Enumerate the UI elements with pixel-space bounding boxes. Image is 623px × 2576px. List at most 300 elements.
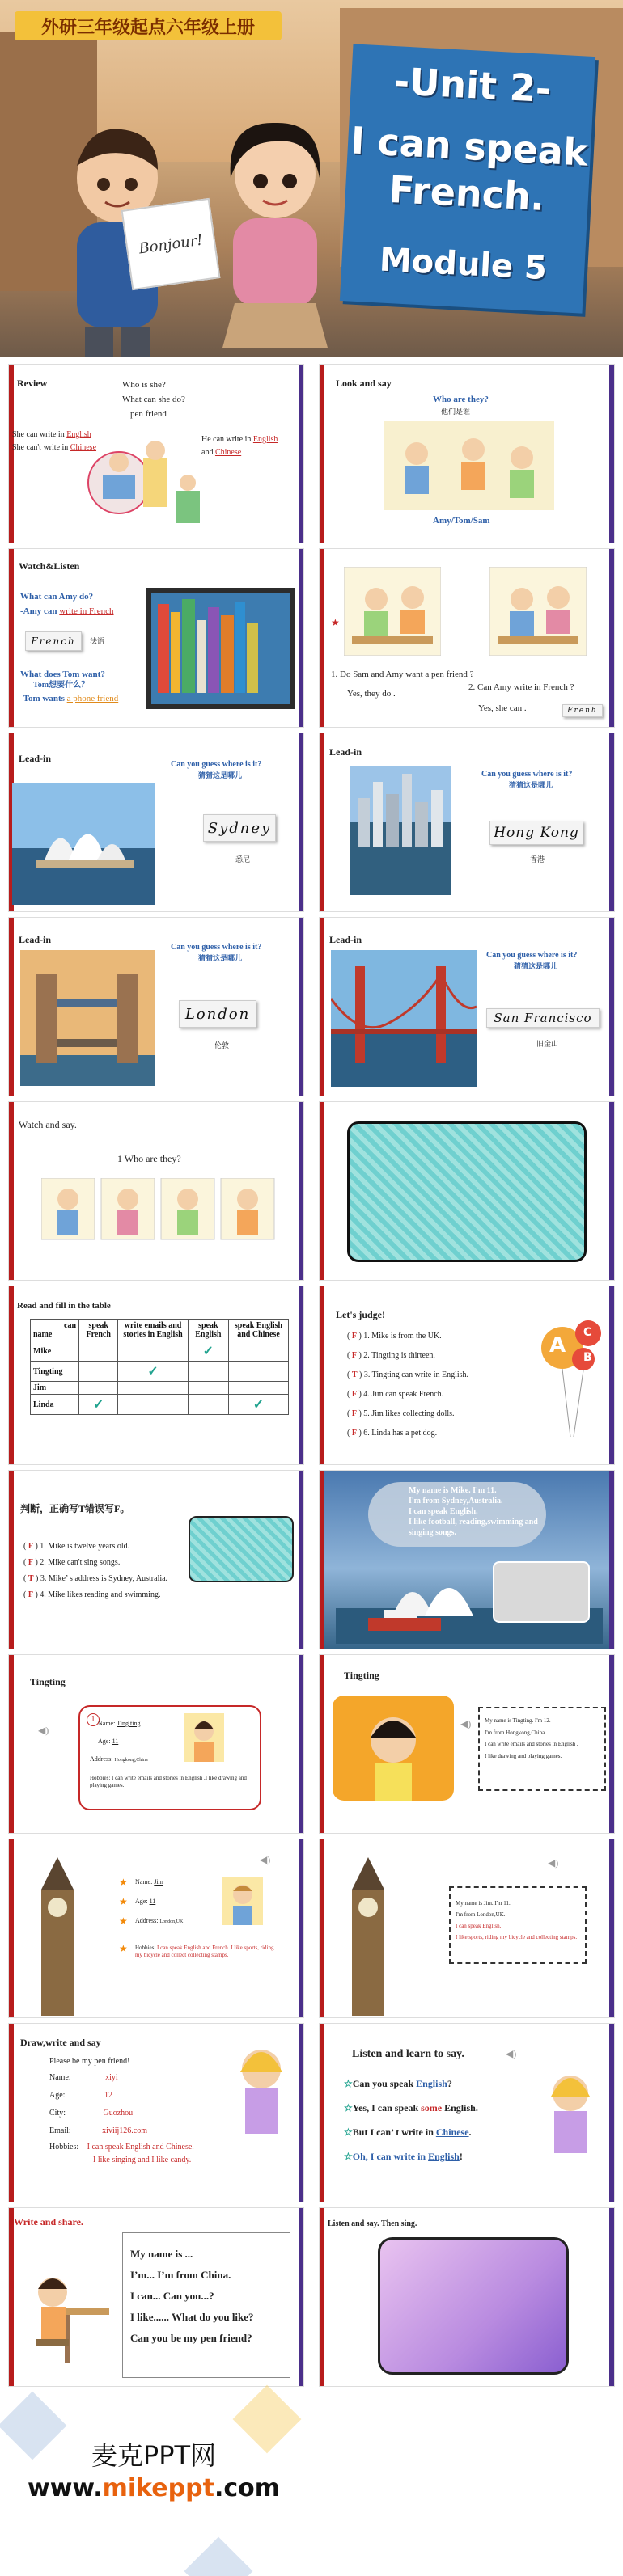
title-card	[340, 44, 595, 313]
judge-text: 3. Tingting can write in English.	[363, 1370, 469, 1379]
slide-bar	[299, 2208, 303, 2386]
judge-item: ( T ) 3. Tingting can write in English.	[347, 1370, 469, 1379]
slide-jim-letter	[319, 1839, 615, 2018]
slide-bar	[609, 918, 614, 1096]
slide-bar	[299, 549, 303, 727]
profile-field	[90, 1775, 252, 1790]
mike-photo	[493, 1561, 590, 1623]
phrase-highlight: some	[421, 2102, 443, 2114]
profile-label: Name:	[135, 1878, 153, 1886]
slide-bar	[609, 733, 614, 911]
profile-field	[98, 1720, 140, 1729]
share-lines	[130, 2244, 254, 2349]
table-col-header: write emails and stories in English	[118, 1320, 188, 1341]
table-col-header: speak English	[188, 1320, 228, 1341]
deco-diamond	[184, 2537, 253, 2576]
star-outline-icon: ☆	[344, 2078, 353, 2089]
table-row	[31, 1341, 289, 1362]
judge-item: ( F ) 1. Mike is twelve years old.	[23, 1542, 130, 1551]
form-label: Hobbies:	[49, 2143, 79, 2152]
sydney-photo	[12, 783, 155, 905]
judge-item: ( F ) 4. Mike likes reading and swimming.	[23, 1590, 161, 1599]
slide-bar	[320, 2208, 324, 2386]
watch-question: What can Amy do?	[20, 592, 94, 602]
slide-review	[8, 364, 304, 543]
slide-heading: Watch&Listen	[19, 560, 80, 572]
slide-bar	[9, 1102, 14, 1280]
slide-bar	[9, 1286, 14, 1464]
mike-line: singing songs.	[409, 1528, 456, 1537]
slide-pen-friend	[319, 548, 615, 728]
letter-line: I like sports, riding my bicycle and collecting stamps.	[456, 1934, 578, 1940]
profile-label: Hobbies:	[135, 1945, 156, 1951]
slide-heading: Read and fill in the table	[17, 1301, 111, 1311]
table-row	[31, 1395, 289, 1415]
slide-bar	[9, 1839, 14, 2017]
place-card: Hong Kong	[490, 821, 583, 845]
slide-bar	[299, 1655, 303, 1833]
video-thumbnail[interactable]	[189, 1516, 294, 1582]
judge-text: 6. Linda has a pet dog.	[363, 1429, 438, 1438]
form-field	[49, 2090, 211, 2101]
leadin-question-cn: 猜猜这是哪儿	[198, 771, 243, 779]
slide-listen-learn	[319, 2023, 615, 2202]
profile-field	[135, 1945, 281, 1960]
table-cell	[79, 1382, 118, 1395]
watch-answer-prefix: -Amy can	[20, 606, 57, 616]
letter-line: My name is Tingting. I'm 12.	[485, 1717, 551, 1724]
mike-line: I can speak English.	[409, 1507, 478, 1516]
judge-mark: T	[351, 1370, 358, 1379]
slide-bar	[320, 2024, 324, 2202]
judge-mark: F	[351, 1390, 357, 1399]
review-text: She can't write in	[12, 443, 69, 452]
big-ben-photo	[25, 1857, 90, 2016]
phrase-line	[344, 2150, 463, 2163]
fill-table	[30, 1319, 289, 1415]
place-cn: 悉尼	[235, 855, 251, 864]
judge-item: ( F ) 2. Tingting is thirteen.	[347, 1351, 435, 1360]
table-cell	[188, 1382, 228, 1395]
slide-bar	[609, 365, 614, 543]
watch-answer: a phone friend	[66, 694, 119, 703]
slide-heading: Review	[17, 378, 48, 389]
grade-badge: 外研三年级起点六年级上册	[15, 11, 282, 40]
slide-heading: Let's judge!	[336, 1309, 385, 1320]
form-value: I can speak English and Chinese.	[87, 2143, 194, 2152]
tingting-portrait	[184, 1713, 224, 1762]
table-corner-top: can	[64, 1321, 76, 1330]
review-answer: English	[66, 430, 91, 439]
phrase-text: Can you speak	[352, 2078, 417, 2089]
speaker-icon[interactable]: ◀)	[460, 1718, 472, 1729]
judge-item: ( T ) 3. Mike’ s address is Sydney, Australia.	[23, 1574, 168, 1583]
judge-text: 4. Jim can speak French.	[363, 1390, 444, 1399]
mike-line: I'm from Sydney,Australia.	[409, 1497, 503, 1505]
judge-text: 2. Mike can't sing songs.	[40, 1558, 121, 1567]
judge-text: 1. Mike is from the UK.	[363, 1332, 442, 1341]
slide-watch-say	[8, 1101, 304, 1281]
pen-question-1: 1. Do Sam and Amy want a pen friend ?	[331, 669, 474, 679]
review-question: What can she do?	[122, 395, 185, 404]
jim-portrait	[222, 1877, 263, 1925]
slide-leadin-sanfrancisco	[319, 917, 615, 1096]
review-question: pen friend	[130, 409, 167, 419]
review-illustration	[87, 426, 208, 539]
table-col-header: speak French	[79, 1320, 118, 1341]
slide-bar	[320, 365, 324, 543]
review-text: She can write in	[12, 430, 65, 439]
judge-mark: F	[28, 1542, 33, 1551]
star-icon: ★	[331, 617, 340, 628]
star-outline-icon: ☆	[344, 2126, 353, 2138]
share-line: I’m... I’m from China.	[130, 2269, 231, 2281]
word-card: French	[25, 631, 82, 651]
letter-line: I like drawing and playing games.	[485, 1753, 562, 1760]
speaker-icon[interactable]: ◀)	[506, 2048, 517, 2059]
form-value: Guozhou	[103, 2109, 134, 2118]
judge-mark: F	[351, 1332, 357, 1341]
leadin-question: Can you guess where is it?	[171, 943, 262, 952]
table-cell	[118, 1395, 188, 1415]
slide-leadin-sydney	[8, 733, 304, 912]
tingting-illustration	[333, 1696, 454, 1801]
star-icon: ★	[119, 1877, 128, 1888]
table-cell	[188, 1395, 228, 1415]
profile-label: Name:	[98, 1720, 116, 1727]
slide-bar	[609, 1102, 614, 1280]
phrase-text: ?	[447, 2078, 452, 2089]
place-card: Sydney	[203, 814, 276, 842]
profile-value: Hongkong,China	[114, 1758, 148, 1763]
judge-item: ( F ) 1. Mike is from the UK.	[347, 1332, 442, 1341]
phrase-text: But I can’ t write in	[352, 2126, 436, 2138]
leadin-question-cn: 猜猜这是哪儿	[514, 962, 558, 970]
speaker-icon[interactable]: ◀)	[548, 1857, 559, 1869]
profile-value: Ting ting	[117, 1720, 141, 1727]
slide-bar	[609, 549, 614, 727]
watch-answer-line	[20, 606, 113, 618]
slide-bar	[609, 2024, 614, 2202]
pen-answer-1: Yes, they do .	[347, 689, 396, 699]
speaker-icon[interactable]: ◀)	[260, 1854, 271, 1865]
slide-heading: Write and share.	[14, 2216, 83, 2228]
brand-url[interactable]	[0, 2474, 307, 2502]
star-icon: ★	[119, 1943, 128, 1954]
form-value: xiviij126.com	[102, 2126, 148, 2135]
slide-bar	[320, 1471, 324, 1649]
watch-question-cn: Tom想要什么？	[33, 681, 90, 690]
table-corner	[31, 1320, 79, 1341]
phrase-text: Oh, I can write in	[352, 2151, 429, 2162]
slide-heading: Lead-in	[329, 746, 362, 758]
table-cell	[118, 1382, 188, 1395]
slide-bar	[9, 1471, 14, 1649]
profile-number: 1	[87, 1713, 100, 1726]
title-line-2: French.	[388, 167, 546, 219]
slide-bar	[9, 2208, 14, 2386]
slide-bar	[320, 1102, 324, 1280]
phrase-highlight: Chinese	[435, 2126, 469, 2138]
slide-video	[319, 1101, 615, 1281]
bonjour-paper: Bonjour!	[121, 198, 221, 290]
judge-mark: F	[28, 1590, 33, 1599]
mike-letter	[409, 1485, 538, 1538]
slide-heading: Draw,write and say	[20, 2037, 101, 2048]
slide-watch-listen	[8, 548, 304, 728]
phrase-line	[344, 2101, 478, 2114]
slide-bar	[609, 2208, 614, 2386]
form-label: Name:	[49, 2073, 71, 2082]
mike-line: My name is Mike. I'm 11.	[409, 1486, 497, 1495]
profile-field	[135, 1917, 183, 1926]
profile-field	[98, 1738, 118, 1746]
review-text: He can write in	[201, 435, 252, 444]
slide-bar	[299, 918, 303, 1096]
watch-answer-prefix: -Tom wants	[20, 694, 65, 703]
slide-heading: Lead-in	[329, 934, 362, 945]
big-ben-photo	[336, 1857, 400, 2016]
slide-mike	[319, 1470, 615, 1649]
slide-bar	[320, 733, 324, 911]
london-photo	[20, 950, 155, 1086]
slide-bar	[299, 365, 303, 543]
bookshelf-photo	[146, 588, 295, 709]
title-line-1: I can speak	[350, 118, 589, 175]
phrase-text: Yes, I can speak	[352, 2102, 422, 2114]
profile-label: Address:	[90, 1755, 113, 1763]
profile-value: 11	[112, 1738, 119, 1745]
song-video-player[interactable]	[378, 2237, 569, 2375]
judge-item: ( F ) 4. Jim can speak French.	[347, 1390, 444, 1399]
brand-name: 麦克PPT网	[91, 2440, 217, 2471]
judge-text: 4. Mike likes reading and swimming.	[40, 1590, 161, 1599]
table-header-row	[31, 1320, 289, 1341]
profile-field	[90, 1755, 148, 1764]
slide-bar	[299, 1102, 303, 1280]
star-outline-icon: ☆	[344, 2102, 353, 2114]
look-question-cn: 他们是谁	[441, 408, 471, 416]
place-card: San Francisco	[486, 1008, 600, 1028]
table-row	[31, 1362, 289, 1382]
table-cell	[229, 1382, 289, 1395]
classroom-illustration-1	[344, 567, 441, 656]
letter-line: My name is Jim. I'm 11.	[456, 1900, 511, 1907]
form-value: 12	[104, 2091, 112, 2100]
share-line: My name is ...	[130, 2248, 193, 2260]
slide-heading: Listen and say. Then sing.	[328, 2219, 417, 2228]
place-card: London	[179, 1000, 256, 1028]
slide-draw-write	[8, 2023, 304, 2202]
slide-bar	[609, 1655, 614, 1833]
phrase-highlight: English	[428, 2151, 460, 2162]
judge-text: 3. Mike’ s address is Sydney, Australia.	[40, 1574, 168, 1583]
share-line: I like...... What do you like?	[130, 2311, 254, 2323]
letter-line: I'm from Hongkong,China.	[485, 1729, 546, 1736]
slide-heading: Tingting	[344, 1670, 379, 1681]
table-col-header: speak English and Chinese	[229, 1320, 289, 1341]
slide-bar	[9, 918, 14, 1096]
judge-item: ( F ) 6. Linda has a pet dog.	[347, 1429, 438, 1438]
share-line: Can you be my pen friend?	[130, 2332, 252, 2344]
slide-bar	[9, 2024, 14, 2202]
girl-illustration	[210, 113, 340, 357]
slide-listen-sing	[319, 2207, 615, 2387]
slide-bar	[320, 1655, 324, 1833]
mike-line: I like football, reading,swimming and	[409, 1518, 538, 1527]
balloon-letter: C	[583, 1326, 592, 1339]
judge-item: ( F ) 2. Mike can't sing songs.	[23, 1558, 121, 1567]
profile-label: Address:	[135, 1917, 159, 1924]
watch-say-question: 1 Who are they?	[117, 1153, 181, 1164]
slide-heading: Listen and learn to say.	[352, 2048, 464, 2060]
table-cell	[229, 1341, 289, 1362]
speaker-icon[interactable]: ◀)	[38, 1725, 49, 1736]
slide-bar	[299, 1471, 303, 1649]
judge-mark: F	[351, 1429, 357, 1438]
review-question: Who is she?	[122, 380, 166, 390]
word-card: Frenh	[562, 704, 603, 717]
slide-bar	[609, 1286, 614, 1464]
pen-question-2: 2. Can Amy write in French ?	[468, 682, 574, 692]
table-cell	[118, 1341, 188, 1362]
url-suffix: .com	[214, 2474, 280, 2502]
judge-text: 1. Mike is twelve years old.	[40, 1542, 130, 1551]
table-name-cell: Jim	[31, 1382, 79, 1395]
table-cell	[79, 1362, 118, 1382]
video-player[interactable]	[347, 1121, 587, 1262]
phrase-line	[344, 2126, 472, 2139]
judge-item: ( F ) 5. Jim likes collecting dolls.	[347, 1409, 455, 1418]
profile-label: Hobbies:	[90, 1775, 111, 1781]
url-main: mikeppt	[102, 2474, 214, 2502]
form-field	[49, 2108, 211, 2119]
form-field	[93, 2155, 279, 2166]
star-icon: ★	[119, 1915, 128, 1927]
leadin-question: Can you guess where is it?	[481, 770, 573, 779]
slide-bar	[9, 1655, 14, 1833]
hongkong-photo	[350, 766, 451, 895]
place-cn: 旧金山	[536, 1040, 559, 1048]
slide-bar	[299, 733, 303, 911]
profile-value: I can write emails and stories in English ,I like drawing and playing games.	[90, 1775, 247, 1789]
slide-leadin-hongkong	[319, 733, 615, 912]
form-label: Email:	[49, 2126, 71, 2135]
abc-balloons	[538, 1307, 608, 1458]
watch-answer: write in French	[59, 606, 114, 616]
form-field	[49, 2072, 211, 2084]
profile-label: Age:	[98, 1738, 111, 1745]
slide-bar	[9, 365, 14, 543]
jim-letter	[456, 1898, 577, 1943]
table-cell-tick: ✓	[229, 1395, 289, 1415]
review-line	[201, 434, 278, 446]
unit-label: -Unit 2-	[392, 59, 553, 112]
watch-answer-line	[20, 693, 118, 705]
phrase-highlight: English	[416, 2078, 447, 2089]
draw-subtitle: Please be my pen friend!	[49, 2057, 130, 2066]
cover-banner	[0, 0, 623, 357]
table-corner-bottom: name	[33, 1330, 53, 1339]
slide-bar	[299, 2024, 303, 2202]
table-name-cell: Linda	[31, 1395, 79, 1415]
form-field	[49, 2142, 260, 2153]
profile-label: Age:	[135, 1898, 148, 1905]
profile-value: 11	[149, 1898, 156, 1905]
letter-line: I can write emails and stories in English .	[485, 1741, 578, 1748]
slide-bar	[609, 1839, 614, 2017]
balloon-letter: B	[583, 1351, 592, 1364]
slide-heading: 判断，正确写T错误写F。	[20, 1503, 130, 1514]
slide-heading: Lead-in	[19, 753, 52, 764]
slide-tingting-form	[8, 1654, 304, 1834]
star-icon: ★	[119, 1896, 128, 1907]
module-label: Module 5	[378, 241, 549, 288]
slide-heading: Look and say	[336, 378, 392, 389]
slide-look-say	[319, 364, 615, 543]
profile-value: London,UK	[159, 1919, 184, 1924]
judge-mark: F	[351, 1409, 357, 1418]
leadin-question-cn: 猜猜这是哪儿	[509, 781, 553, 789]
phrase-text: .	[468, 2126, 472, 2138]
table-cell	[229, 1362, 289, 1382]
table-cell	[188, 1362, 228, 1382]
slide-bar	[320, 918, 324, 1096]
balloon-letter: A	[549, 1333, 566, 1358]
share-line: I can... Can you...?	[130, 2290, 214, 2302]
girl-cartoon	[229, 2040, 294, 2137]
slide-table	[8, 1286, 304, 1465]
leadin-question: Can you guess where is it?	[171, 760, 262, 769]
form-label: Age:	[49, 2091, 66, 2100]
form-value: xiyi	[105, 2073, 118, 2082]
tingting-letter	[485, 1715, 578, 1763]
slide-heading: Tingting	[30, 1676, 66, 1687]
slide-write-share	[8, 2207, 304, 2387]
form-field	[49, 2126, 211, 2137]
slide-bar	[299, 1286, 303, 1464]
classroom-illustration-2	[490, 567, 587, 656]
look-question: Who are they?	[433, 395, 489, 404]
judge-mark: F	[351, 1351, 357, 1360]
leadin-question: Can you guess where is it?	[486, 951, 578, 960]
judge-text: 5. Jim likes collecting dolls.	[363, 1409, 455, 1418]
table-row	[31, 1382, 289, 1395]
kids-illustration	[41, 1178, 276, 1243]
look-answer: Amy/Tom/Sam	[433, 516, 490, 526]
slide-tingting-letter	[319, 1654, 615, 1834]
slide-bar	[320, 549, 324, 727]
table-cell-tick: ✓	[118, 1362, 188, 1382]
word-card-cn: 法语	[90, 637, 105, 645]
watch-question: What does Tom want?	[20, 669, 105, 679]
star-outline-icon: ☆	[344, 2151, 353, 2162]
judge-text: 2. Tingting is thirteen.	[363, 1351, 435, 1360]
place-cn: 香港	[530, 855, 545, 864]
review-answer: English	[252, 435, 278, 444]
table-cell	[79, 1341, 118, 1362]
review-answer: Chinese	[70, 443, 97, 452]
slide-bar	[299, 1839, 303, 2017]
writing-boy-illustration	[20, 2260, 117, 2365]
slide-bar	[609, 1471, 614, 1649]
table-cell-tick: ✓	[188, 1341, 228, 1362]
profile-field	[135, 1878, 163, 1887]
slide-jim-form	[8, 1839, 304, 2018]
table-name-cell: Mike	[31, 1341, 79, 1362]
slide-bar	[320, 1839, 324, 2017]
slide-bar	[320, 1286, 324, 1464]
